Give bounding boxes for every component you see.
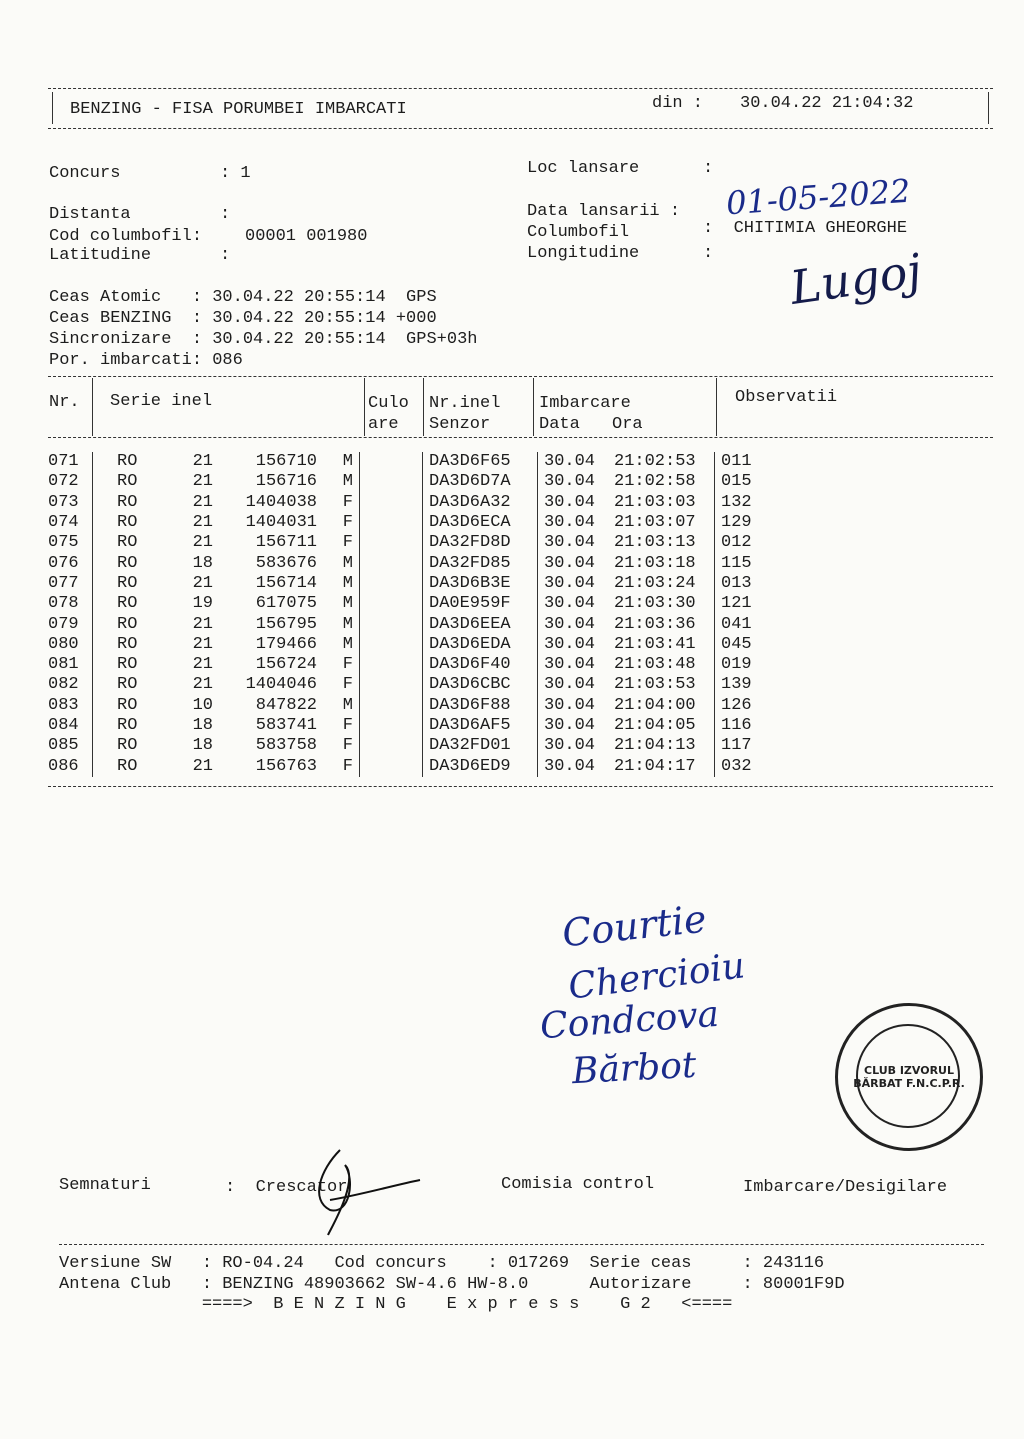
din-label: din : (652, 94, 704, 113)
row-data: 30.04 (544, 716, 596, 735)
row-culoare (362, 594, 423, 614)
row-an: 21 (192, 675, 213, 695)
header-bottom-border (48, 128, 993, 129)
row-data: 30.04 (544, 736, 596, 756)
row-sex: M (342, 594, 353, 614)
row-tara: RO (117, 695, 138, 715)
row-senzor: DA3D6D7A (429, 472, 511, 492)
distanta-value: : (220, 205, 231, 224)
col-header-serie: Serie inel (110, 392, 213, 411)
commission-name-2: Chercioiu (566, 945, 748, 1008)
row-observatii: 032 (721, 756, 752, 776)
row-senzor: DA3D6F40 (429, 655, 511, 675)
table-row (48, 614, 752, 634)
longitudine-label: Longitudine (527, 244, 640, 263)
row-an: 21 (192, 472, 213, 492)
table-row (48, 736, 752, 756)
row-senzor: DA3D6B3E (429, 573, 511, 593)
col-header-imbarcare: Imbarcare (539, 394, 631, 413)
row-data: 30.04 (544, 655, 596, 675)
row-ora: 21:03:03 (614, 492, 696, 512)
row-inel: 1404046 (245, 675, 317, 695)
row-observatii: 041 (721, 614, 752, 634)
row-senzor: DA32FD8D (429, 533, 511, 553)
row-an: 21 (192, 634, 213, 654)
table-row (48, 635, 752, 655)
row-sex: M (342, 472, 353, 492)
row-data: 30.04 (544, 472, 596, 492)
row-an: 21 (192, 513, 213, 533)
row-observatii: 129 (721, 513, 752, 533)
embarked-pigeons-table (48, 452, 752, 777)
row-tara: RO (117, 472, 138, 492)
row-senzor: DA32FD85 (429, 553, 511, 573)
footer-line-3: ====> B E N Z I N G E x p r e s s G 2 <==== (59, 1295, 733, 1314)
col-header-nr: Nr. (49, 393, 80, 412)
row-senzor: DA0E959F (429, 594, 511, 614)
imbarcare-desigilare-label: Imbarcare/Desigilare (743, 1178, 948, 1197)
ceas-benzing: Ceas BENZING : 30.04.22 20:55:14 +000 (49, 309, 437, 328)
row-nr: 086 (48, 756, 79, 776)
row-inel: 156711 (255, 533, 317, 553)
row-inel: 156724 (255, 655, 317, 675)
row-data: 30.04 (544, 695, 596, 715)
row-ora: 21:02:58 (614, 472, 696, 492)
col-header-observatii: Observatii (735, 388, 838, 407)
porumbei-imbarcati: Por. imbarcati: 086 (49, 351, 243, 370)
table-row (48, 696, 752, 716)
table-row (48, 574, 752, 594)
row-nr: 084 (48, 716, 79, 735)
table-header-border (48, 437, 993, 438)
row-senzor: DA3D6ED9 (429, 756, 511, 776)
row-tara: RO (117, 594, 138, 614)
row-observatii: 126 (721, 695, 752, 715)
row-ora: 21:04:00 (614, 695, 696, 715)
row-ora: 21:03:13 (614, 533, 696, 553)
row-tara: RO (117, 634, 138, 654)
row-inel: 156763 (255, 756, 317, 776)
comisia-control-label: Comisia control (501, 1175, 655, 1194)
row-observatii: 019 (721, 655, 752, 675)
row-culoare (362, 472, 423, 492)
row-data: 30.04 (544, 533, 596, 553)
loc-lansare-label: Loc lansare (527, 159, 640, 178)
row-culoare (362, 736, 423, 756)
row-senzor: DA3D6AF5 (429, 716, 511, 735)
header-top-border (48, 88, 993, 89)
document-title: BENZING - FISA PORUMBEI IMBARCATI (70, 100, 407, 119)
table-row (48, 655, 752, 675)
row-an: 21 (192, 614, 213, 634)
table-bottom-border (48, 786, 993, 787)
club-stamp (835, 1003, 983, 1151)
row-senzor: DA3D6EDA (429, 634, 511, 654)
distanta-label: Distanta (49, 205, 131, 224)
row-sex: M (342, 695, 353, 715)
row-nr: 074 (48, 513, 79, 533)
row-culoare (362, 655, 423, 675)
row-sex: M (342, 452, 353, 472)
row-inel: 1404038 (245, 492, 317, 512)
col-header-data: Data (539, 415, 580, 434)
row-inel: 617075 (255, 594, 317, 614)
row-nr: 076 (48, 553, 79, 573)
table-row (48, 493, 752, 513)
row-inel: 156716 (255, 472, 317, 492)
columbofil-value: : CHITIMIA GHEORGHE (703, 219, 908, 238)
row-senzor: DA3D6F88 (429, 695, 511, 715)
row-nr: 072 (48, 472, 79, 492)
row-observatii: 012 (721, 533, 752, 553)
row-an: 19 (192, 594, 213, 614)
row-an: 21 (192, 533, 213, 553)
row-observatii: 132 (721, 492, 752, 512)
row-ora: 21:04:17 (614, 756, 696, 776)
row-sex: F (342, 655, 353, 675)
header-right-border (988, 92, 989, 124)
row-observatii: 115 (721, 553, 752, 573)
row-data: 30.04 (544, 614, 596, 634)
row-sex: M (342, 573, 353, 593)
commission-name-4: Bărbot (571, 1044, 698, 1093)
row-an: 21 (192, 756, 213, 776)
row-tara: RO (117, 675, 138, 695)
row-sex: M (342, 553, 353, 573)
row-an: 18 (192, 736, 213, 756)
row-sex: F (342, 736, 353, 756)
row-culoare (362, 574, 423, 594)
footer-top-border (59, 1244, 984, 1245)
row-culoare (362, 533, 423, 553)
row-culoare (362, 493, 423, 513)
col-divider (716, 378, 717, 436)
data-lansarii-label: Data lansarii : (527, 202, 681, 221)
row-inel: 156714 (255, 573, 317, 593)
row-ora: 21:04:13 (614, 736, 696, 756)
row-ora: 21:03:53 (614, 675, 696, 695)
row-ora: 21:03:48 (614, 655, 696, 675)
row-nr: 075 (48, 533, 79, 553)
row-culoare (362, 553, 423, 573)
crescator-signature (300, 1140, 430, 1240)
row-ora: 21:03:18 (614, 553, 696, 573)
row-inel: 583758 (255, 736, 317, 756)
data-lansarii-handwritten: 01-05-2022 (724, 171, 912, 223)
footer-line-1: Versiune SW : RO-04.24 Cod concurs : 017269 Serie ceas : 243116 (59, 1254, 825, 1273)
row-data: 30.04 (544, 594, 596, 614)
col-header-ora: Ora (612, 415, 643, 434)
latitudine-value: : (220, 246, 231, 265)
row-observatii: 011 (721, 452, 752, 472)
row-observatii: 045 (721, 634, 752, 654)
row-culoare (362, 635, 423, 655)
row-senzor: DA32FD01 (429, 736, 511, 756)
row-culoare (362, 675, 423, 695)
row-data: 30.04 (544, 675, 596, 695)
columbofil-label: Columbofil (527, 223, 630, 242)
row-tara: RO (117, 513, 138, 533)
table-row (48, 553, 752, 573)
row-senzor: DA3D6CBC (429, 675, 511, 695)
row-an: 21 (192, 655, 213, 675)
row-an: 18 (192, 553, 213, 573)
row-tara: RO (117, 736, 138, 756)
row-tara: RO (117, 655, 138, 675)
commission-name-3: Condcova (538, 993, 721, 1048)
row-sex: F (342, 675, 353, 695)
row-inel: 1404031 (245, 513, 317, 533)
row-tara: RO (117, 452, 138, 472)
longitudine-value: : (703, 244, 714, 263)
stamp-text: CLUB IZVORUL BĂRBAT F.N.C.P.R. (853, 1064, 965, 1090)
row-sex: M (342, 634, 353, 654)
row-tara: RO (117, 533, 138, 553)
row-culoare (362, 614, 423, 634)
row-data: 30.04 (544, 452, 596, 472)
row-inel: 156710 (255, 452, 317, 472)
col-header-culo: Culo (368, 394, 409, 413)
row-senzor: DA3D6ECA (429, 513, 511, 533)
table-row (48, 513, 752, 533)
row-ora: 21:03:30 (614, 594, 696, 614)
row-nr: 071 (48, 452, 79, 472)
col-divider (92, 378, 93, 436)
row-tara: RO (117, 716, 138, 735)
row-inel: 847822 (255, 695, 317, 715)
table-row (48, 716, 752, 736)
row-senzor: DA3D6F65 (429, 452, 511, 472)
row-observatii: 015 (721, 472, 752, 492)
row-nr: 083 (48, 695, 79, 715)
col-divider (423, 378, 424, 436)
ceas-atomic: Ceas Atomic : 30.04.22 20:55:14 GPS (49, 288, 437, 307)
table-row (48, 756, 752, 776)
row-an: 18 (192, 716, 213, 735)
row-tara: RO (117, 573, 138, 593)
row-nr: 079 (48, 614, 79, 634)
loc-lansare-value: : (703, 159, 714, 178)
row-ora: 21:03:41 (614, 634, 696, 654)
col-header-are: are (368, 415, 399, 434)
row-senzor: DA3D6A32 (429, 492, 511, 512)
row-an: 21 (192, 452, 213, 472)
row-ora: 21:03:24 (614, 573, 696, 593)
row-culoare (362, 513, 423, 533)
table-row (48, 452, 752, 472)
row-observatii: 013 (721, 573, 752, 593)
row-inel: 583676 (255, 553, 317, 573)
row-an: 21 (192, 573, 213, 593)
row-nr: 078 (48, 594, 79, 614)
row-observatii: 117 (721, 736, 752, 756)
row-data: 30.04 (544, 553, 596, 573)
row-nr: 082 (48, 675, 79, 695)
row-inel: 156795 (255, 614, 317, 634)
cod-columbofil-value: 00001 001980 (245, 227, 368, 246)
row-an: 10 (192, 695, 213, 715)
header-left-border (52, 92, 53, 124)
row-sex: M (342, 614, 353, 634)
din-value: 30.04.22 21:04:32 (740, 94, 914, 113)
footer-line-2: Antena Club : BENZING 48903662 SW-4.6 HW-8.0 Autorizare : 80001F9D (59, 1275, 845, 1294)
row-inel: 179466 (255, 634, 317, 654)
col-header-senzor: Senzor (429, 415, 491, 434)
row-observatii: 116 (721, 716, 752, 735)
sincronizare: Sincronizare : 30.04.22 20:55:14 GPS+03h (49, 330, 478, 349)
concurs-label: Concurs (49, 164, 121, 183)
row-nr: 085 (48, 736, 79, 756)
row-ora: 21:03:07 (614, 513, 696, 533)
row-an: 21 (192, 492, 213, 512)
row-sex: F (342, 533, 353, 553)
row-culoare (362, 756, 423, 776)
semnaturi-label: Semnaturi (59, 1176, 151, 1195)
commission-name-1: Courtie (560, 896, 709, 956)
table-row (48, 594, 752, 614)
row-culoare (362, 452, 423, 472)
table-row (48, 472, 752, 492)
row-tara: RO (117, 614, 138, 634)
row-tara: RO (117, 492, 138, 512)
row-nr: 077 (48, 573, 79, 593)
row-ora: 21:02:53 (614, 452, 696, 472)
row-observatii: 121 (721, 594, 752, 614)
row-nr: 081 (48, 655, 79, 675)
row-nr: 080 (48, 634, 79, 654)
row-data: 30.04 (544, 573, 596, 593)
col-divider (533, 378, 534, 436)
row-nr: 073 (48, 492, 79, 512)
col-header-nr-inel: Nr.inel (429, 394, 501, 413)
row-senzor: DA3D6EEA (429, 614, 511, 634)
table-row (48, 533, 752, 553)
row-data: 30.04 (544, 634, 596, 654)
row-culoare (362, 696, 423, 716)
row-ora: 21:04:05 (614, 716, 696, 735)
concurs-value: : 1 (220, 164, 251, 183)
row-data: 30.04 (544, 513, 596, 533)
table-row (48, 675, 752, 695)
row-sex: F (342, 492, 353, 512)
row-data: 30.04 (544, 756, 596, 776)
cod-columbofil-label: Cod columbofil: (49, 227, 203, 246)
table-top-border (48, 376, 993, 377)
col-divider (364, 378, 365, 436)
row-sex: F (342, 716, 353, 735)
row-data: 30.04 (544, 492, 596, 512)
row-inel: 583741 (255, 716, 317, 735)
location-handwritten: Lugoj (786, 243, 925, 315)
row-tara: RO (117, 553, 138, 573)
row-sex: F (342, 756, 353, 776)
latitudine-label: Latitudine (49, 246, 152, 265)
row-tara: RO (117, 756, 138, 776)
row-ora: 21:03:36 (614, 614, 696, 634)
row-observatii: 139 (721, 675, 752, 695)
semnaturi-value: : Crescator (225, 1178, 348, 1197)
row-culoare (362, 716, 423, 736)
row-sex: F (342, 513, 353, 533)
